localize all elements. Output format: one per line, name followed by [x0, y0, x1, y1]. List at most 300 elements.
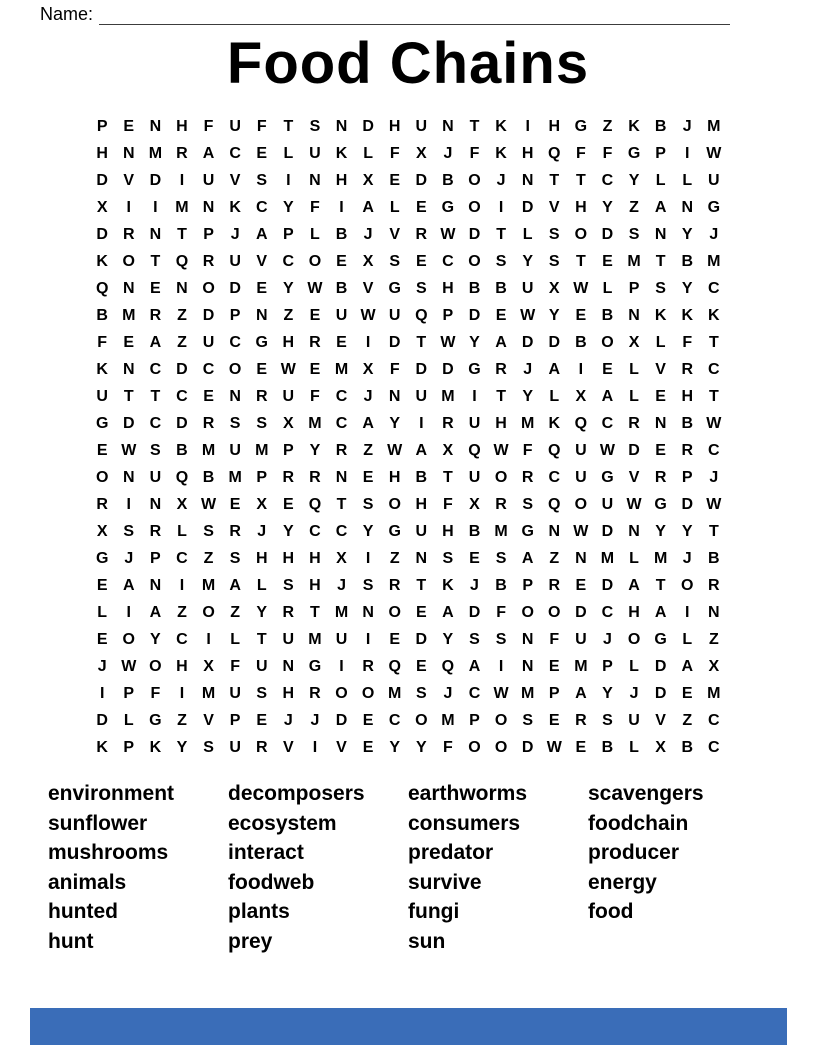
grid-letter: E: [150, 279, 161, 297]
grid-letter: Y: [522, 387, 533, 405]
grid-letter: N: [628, 522, 640, 540]
grid-letter: D: [601, 225, 614, 243]
grid-letter: D: [229, 279, 241, 297]
grid-letter: H: [628, 603, 640, 621]
grid-row: [89, 167, 727, 194]
grid-letter: I: [498, 198, 504, 216]
grid-letter: R: [202, 414, 215, 432]
grid-letter: W: [280, 360, 296, 378]
grid-letter: P: [655, 144, 666, 162]
name-row: [40, 3, 730, 25]
grid-letter: E: [362, 738, 374, 756]
grid-letter: E: [602, 252, 613, 270]
grid-letter: I: [472, 387, 477, 405]
grid-letter: P: [628, 279, 640, 297]
grid-letter: E: [548, 657, 560, 675]
word-list-item: survive: [408, 870, 482, 894]
grid-letter: Z: [177, 603, 187, 621]
grid-letter: I: [685, 144, 690, 162]
grid-row: [89, 734, 727, 761]
grid-letter: B: [468, 522, 481, 540]
grid-letter: K: [335, 144, 348, 162]
grid-letter: B: [601, 306, 614, 324]
grid-letter: B: [202, 468, 215, 486]
grid-letter: Y: [176, 738, 188, 756]
grid-letter: E: [415, 198, 427, 216]
grid-letter: I: [206, 630, 211, 648]
grid-row: [89, 356, 727, 383]
grid-letter: J: [124, 549, 134, 567]
grid-letter: U: [468, 468, 481, 486]
grid-letter: A: [495, 333, 507, 351]
grid-letter: U: [282, 387, 295, 405]
grid-letter: O: [494, 468, 508, 486]
grid-letter: E: [415, 252, 427, 270]
grid-letter: U: [521, 279, 534, 297]
grid-letter: I: [99, 684, 105, 702]
grid-letter: R: [388, 576, 401, 594]
grid-letter: X: [442, 441, 454, 459]
grid-letter: N: [654, 225, 667, 243]
grid-letter: U: [96, 387, 108, 405]
grid-letter: R: [521, 468, 534, 486]
grid-letter: M: [148, 144, 163, 162]
grid-letter: Z: [549, 549, 560, 567]
grid-letter: A: [122, 576, 135, 594]
grid-letter: M: [388, 684, 402, 702]
grid-letter: Y: [522, 252, 533, 270]
grid-letter: E: [336, 252, 347, 270]
grid-letter: G: [255, 333, 268, 351]
grid-letter: J: [682, 549, 692, 567]
grid-letter: D: [521, 333, 534, 351]
grid-letter: I: [126, 603, 131, 621]
grid-letter: X: [655, 738, 666, 756]
grid-letter: V: [123, 171, 135, 189]
grid-letter: Y: [469, 333, 480, 351]
grid-letter: Q: [388, 657, 401, 675]
grid-letter: S: [389, 252, 401, 270]
grid-letter: K: [96, 738, 108, 756]
grid-letter: M: [600, 549, 615, 567]
grid-letter: K: [681, 306, 694, 324]
grid-letter: N: [628, 306, 640, 324]
grid-letter: A: [681, 657, 694, 675]
grid-letter: L: [177, 522, 187, 540]
grid-letter: E: [96, 441, 108, 459]
grid-letter: N: [122, 144, 135, 162]
grid-letter: V: [362, 279, 374, 297]
grid-letter: R: [495, 360, 507, 378]
grid-letter: M: [627, 252, 641, 270]
grid-letter: M: [308, 630, 322, 648]
grid-letter: M: [441, 711, 455, 729]
grid-letter: B: [654, 117, 667, 135]
grid-letter: W: [387, 441, 403, 459]
grid-letter: H: [442, 279, 454, 297]
grid-letter: J: [470, 576, 479, 594]
grid-letter: Q: [95, 279, 109, 297]
grid-letter: V: [655, 360, 666, 378]
grid-letter: P: [203, 225, 214, 243]
grid-letter: F: [389, 144, 400, 162]
grid-letter: E: [415, 603, 427, 621]
grid-letter: U: [335, 306, 348, 324]
word-list-item: energy: [588, 870, 657, 894]
grid-letter: H: [388, 117, 401, 135]
grid-letter: O: [361, 684, 375, 702]
grid-letter: E: [389, 630, 401, 648]
grid-letter: N: [229, 387, 241, 405]
grid-letter: Q: [441, 657, 455, 675]
grid-letter: L: [682, 630, 693, 648]
grid-letter: J: [310, 711, 320, 729]
grid-letter: L: [655, 333, 666, 351]
grid-letter: M: [175, 198, 189, 216]
grid-letter: N: [309, 171, 321, 189]
grid-letter: I: [578, 360, 584, 378]
grid-letter: K: [654, 306, 667, 324]
grid-letter: M: [201, 576, 216, 594]
grid-letter: O: [548, 603, 561, 621]
grid-letter: P: [256, 468, 268, 486]
grid-letter: R: [495, 495, 507, 513]
grid-letter: Y: [442, 630, 454, 648]
grid-letter: T: [655, 252, 666, 270]
grid-letter: A: [415, 441, 428, 459]
grid-letter: W: [200, 495, 217, 513]
grid-letter: Y: [628, 171, 640, 189]
grid-letter: E: [256, 711, 268, 729]
grid-letter: B: [335, 225, 348, 243]
grid-letter: Z: [177, 711, 187, 729]
grid-letter: V: [628, 468, 640, 486]
grid-letter: U: [388, 306, 401, 324]
grid-letter: F: [310, 198, 320, 216]
grid-letter: S: [309, 117, 321, 135]
grid-letter: A: [628, 576, 640, 594]
grid-letter: D: [442, 360, 454, 378]
grid-letter: C: [255, 198, 268, 216]
grid-letter: C: [708, 360, 720, 378]
grid-letter: G: [388, 522, 401, 540]
grid-letter: H: [309, 549, 321, 567]
grid-letter: W: [599, 441, 615, 459]
grid-letter: J: [443, 684, 453, 702]
grid-letter: X: [362, 252, 374, 270]
grid-letter: U: [229, 252, 241, 270]
grid-letter: O: [388, 495, 401, 513]
grid-letter: F: [310, 387, 320, 405]
grid-letter: E: [495, 306, 507, 324]
grid-letter: V: [282, 738, 294, 756]
grid-row: [89, 275, 727, 302]
grid-letter: M: [228, 468, 242, 486]
grid-letter: M: [494, 522, 508, 540]
grid-letter: L: [256, 576, 267, 594]
grid-letter: K: [708, 306, 720, 324]
grid-letter: R: [575, 711, 587, 729]
grid-letter: M: [334, 360, 349, 378]
grid-letter: T: [496, 387, 506, 405]
grid-letter: P: [282, 441, 294, 459]
grid-letter: P: [282, 225, 294, 243]
grid-letter: W: [493, 441, 509, 459]
grid-letter: D: [601, 576, 614, 594]
grid-letter: N: [415, 549, 428, 567]
grid-letter: B: [176, 441, 188, 459]
grid-letter: S: [256, 684, 268, 702]
grid-letter: W: [440, 225, 456, 243]
grid-letter: P: [602, 657, 613, 675]
grid-letter: Q: [308, 495, 322, 513]
grid-letter: T: [708, 333, 719, 351]
grid-letter: O: [149, 657, 162, 675]
grid-letter: D: [149, 171, 162, 189]
grid-letter: T: [416, 333, 427, 351]
word-list-item: hunted: [48, 900, 118, 924]
grid-letter: C: [229, 144, 241, 162]
grid-letter: S: [655, 279, 666, 297]
grid-letter: F: [443, 738, 453, 756]
grid-letter: R: [654, 468, 667, 486]
grid-letter: G: [601, 468, 614, 486]
grid-letter: T: [549, 171, 560, 189]
grid-letter: P: [150, 549, 161, 567]
grid-letter: Y: [389, 738, 401, 756]
grid-letter: T: [708, 387, 719, 405]
grid-letter: Y: [309, 441, 321, 459]
grid-letter: X: [176, 495, 188, 513]
grid-letter: O: [202, 279, 215, 297]
grid-letter: D: [362, 117, 374, 135]
grid-letter: C: [176, 549, 188, 567]
grid-letter: W: [307, 279, 323, 297]
grid-letter: N: [654, 414, 667, 432]
grid-letter: T: [177, 225, 187, 243]
word-bank: [48, 779, 768, 957]
grid-letter: G: [95, 414, 109, 432]
grid-letter: D: [96, 171, 108, 189]
grid-letter: C: [176, 630, 188, 648]
grid-letter: U: [415, 387, 428, 405]
grid-letter: P: [229, 306, 241, 324]
grid-letter: U: [628, 711, 640, 729]
grid-letter: S: [282, 576, 294, 594]
word-list-item: prey: [228, 929, 273, 953]
grid-letter: U: [575, 468, 587, 486]
grid-row: [89, 599, 727, 626]
grid-letter: H: [282, 333, 295, 351]
grid-letter: M: [308, 414, 322, 432]
grid-letter: C: [229, 333, 241, 351]
grid-letter: G: [308, 657, 322, 675]
grid-letter: T: [310, 603, 320, 621]
grid-letter: N: [681, 198, 694, 216]
grid-letter: I: [179, 576, 185, 594]
word-list-item: mushrooms: [48, 841, 169, 865]
grid-letter: D: [521, 738, 534, 756]
grid-letter: O: [574, 225, 588, 243]
grid-letter: H: [282, 549, 295, 567]
grid-letter: D: [202, 306, 215, 324]
word-list-item: food: [588, 900, 634, 924]
grid-letter: L: [629, 387, 639, 405]
grid-letter: B: [335, 279, 348, 297]
grid-letter: N: [442, 117, 454, 135]
grid-letter: X: [708, 657, 720, 675]
grid-letter: R: [681, 441, 694, 459]
grid-letter: D: [96, 711, 108, 729]
grid-letter: D: [575, 603, 587, 621]
grid-letter: Y: [681, 279, 693, 297]
grid-letter: L: [549, 387, 560, 405]
grid-letter: D: [335, 711, 348, 729]
grid-row: [89, 707, 727, 734]
grid-letter: I: [498, 657, 504, 675]
grid-letter: E: [469, 549, 480, 567]
grid-letter: A: [202, 144, 215, 162]
grid-letter: A: [575, 684, 587, 702]
grid-letter: Y: [415, 738, 427, 756]
grid-letter: L: [602, 279, 613, 297]
grid-letter: R: [149, 306, 162, 324]
grid-letter: B: [415, 468, 428, 486]
grid-letter: H: [176, 657, 188, 675]
word-list-item: interact: [228, 841, 304, 865]
grid-letter: P: [123, 738, 135, 756]
grid-letter: I: [365, 549, 371, 567]
grid-letter: I: [286, 171, 291, 189]
grid-letter: O: [468, 738, 481, 756]
grid-letter: S: [256, 414, 268, 432]
grid-letter: E: [548, 711, 560, 729]
grid-letter: D: [681, 495, 694, 513]
grid-letter: C: [601, 603, 614, 621]
grid-letter: A: [521, 549, 534, 567]
grid-letter: D: [468, 603, 481, 621]
grid-letter: O: [468, 198, 481, 216]
word-list-item: predator: [408, 841, 494, 865]
grid-letter: D: [388, 333, 401, 351]
grid-letter: L: [283, 144, 294, 162]
grid-letter: M: [334, 603, 349, 621]
grid-letter: K: [495, 144, 507, 162]
grid-letter: Z: [203, 549, 214, 567]
grid-letter: H: [255, 549, 268, 567]
grid-letter: W: [360, 306, 376, 324]
grid-letter: R: [96, 495, 108, 513]
grid-letter: R: [628, 414, 640, 432]
grid-letter: E: [575, 306, 587, 324]
grid-letter: F: [496, 603, 506, 621]
grid-letter: N: [548, 522, 561, 540]
grid-letter: W: [520, 306, 536, 324]
grid-letter: R: [708, 576, 720, 594]
grid-letter: V: [203, 711, 214, 729]
grid-letter: F: [575, 144, 586, 162]
grid-letter: S: [415, 684, 427, 702]
grid-letter: F: [443, 495, 453, 513]
grid-letter: T: [655, 576, 666, 594]
grid-letter: X: [336, 549, 347, 567]
grid-letter: N: [149, 576, 162, 594]
word-bank-column: [228, 779, 408, 957]
grid-letter: A: [149, 603, 162, 621]
grid-letter: S: [415, 279, 427, 297]
grid-letter: E: [256, 360, 268, 378]
grid-letter: O: [335, 684, 348, 702]
grid-row: [89, 221, 727, 248]
grid-letter: P: [96, 117, 108, 135]
grid-letter: H: [176, 117, 188, 135]
grid-letter: K: [96, 360, 108, 378]
word-list-item: scavengers: [588, 782, 704, 805]
grid-letter: E: [123, 117, 135, 135]
grid-letter: W: [573, 279, 589, 297]
word-list-item: plants: [228, 900, 290, 924]
grid-letter: J: [283, 711, 293, 729]
grid-letter: N: [255, 306, 268, 324]
grid-letter: H: [442, 522, 454, 540]
grid-letter: W: [493, 684, 509, 702]
grid-letter: W: [626, 495, 642, 513]
grid-row: [89, 302, 727, 329]
grid-letter: A: [468, 657, 481, 675]
grid-letter: V: [655, 711, 666, 729]
grid-letter: Q: [415, 306, 428, 324]
grid-row: [89, 491, 727, 518]
grid-letter: S: [548, 252, 560, 270]
grid-letter: A: [548, 360, 561, 378]
grid-letter: J: [363, 387, 373, 405]
grid-letter: L: [97, 603, 108, 621]
name-label: Name:: [40, 4, 94, 24]
grid-letter: X: [548, 279, 560, 297]
grid-letter: U: [309, 144, 321, 162]
grid-letter: V: [256, 252, 268, 270]
grid-letter: D: [415, 171, 428, 189]
grid-letter: I: [179, 171, 185, 189]
grid-letter: X: [415, 144, 427, 162]
grid-row: [89, 194, 727, 221]
grid-letter: E: [655, 387, 666, 405]
grid-letter: K: [548, 414, 561, 432]
grid-letter: N: [335, 117, 348, 135]
grid-letter: C: [548, 468, 561, 486]
grid-letter: T: [416, 576, 427, 594]
grid-letter: R: [362, 657, 374, 675]
grid-letter: H: [495, 414, 507, 432]
grid-letter: G: [521, 522, 534, 540]
grid-letter: C: [335, 387, 348, 405]
word-search-grid: [89, 113, 727, 761]
grid-letter: T: [708, 522, 719, 540]
grid-letter: S: [602, 711, 613, 729]
grid-letter: T: [150, 252, 161, 270]
grid-letter: Q: [548, 144, 561, 162]
grid-letter: B: [495, 279, 507, 297]
grid-letter: E: [681, 684, 693, 702]
grid-letter: Z: [177, 306, 187, 324]
grid-letter: R: [548, 576, 561, 594]
grid-letter: M: [707, 117, 721, 135]
grid-letter: O: [468, 252, 481, 270]
grid-letter: A: [601, 387, 614, 405]
grid-letter: Y: [256, 603, 268, 621]
grid-letter: M: [521, 414, 535, 432]
grid-letter: A: [229, 576, 241, 594]
